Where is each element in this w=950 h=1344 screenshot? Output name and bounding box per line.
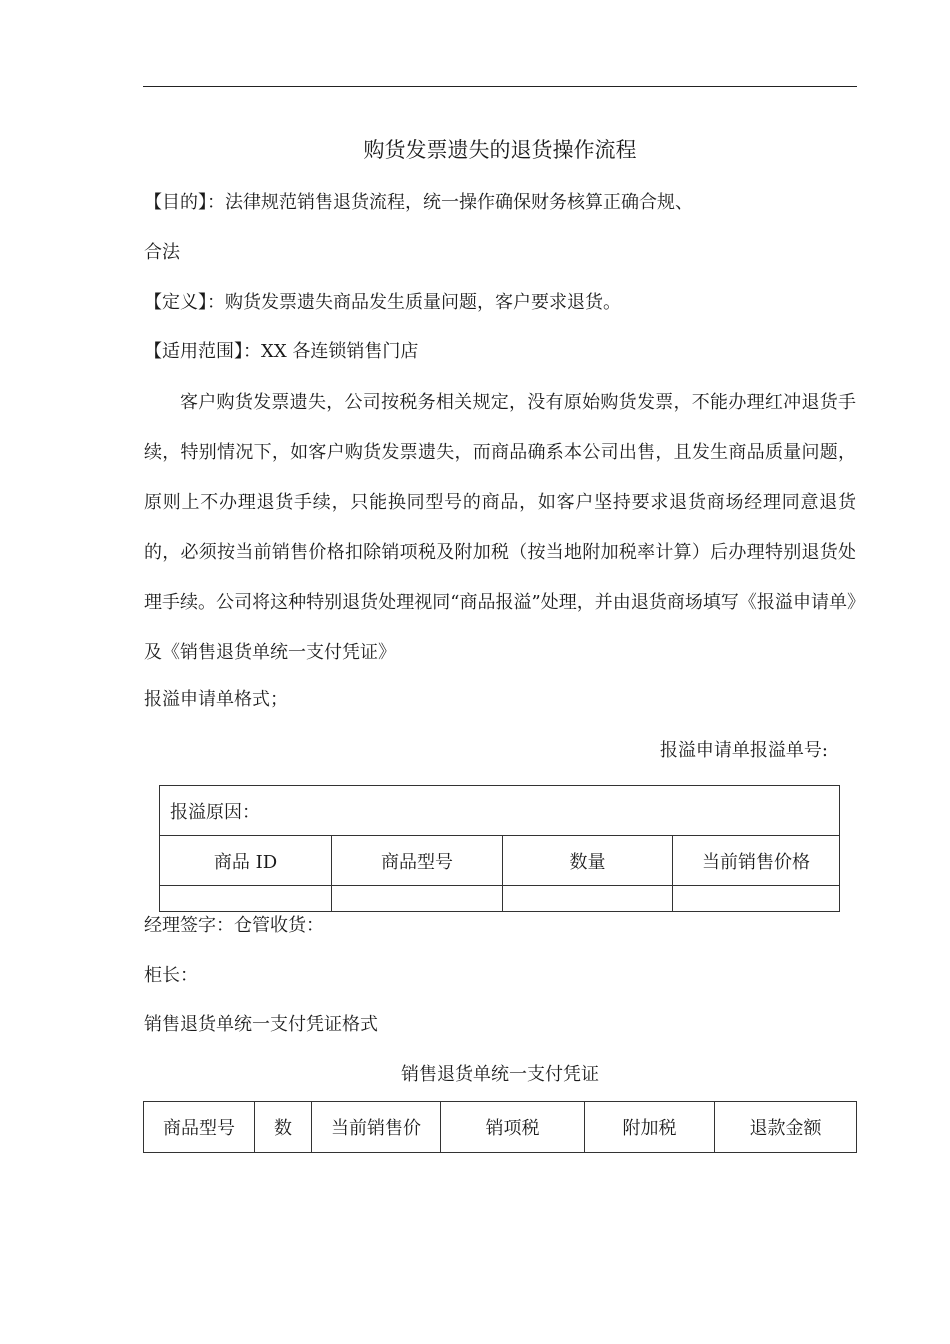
signature-line: 经理签字：仓管收货： <box>144 915 324 936</box>
table-cell <box>332 886 503 912</box>
voucher-caption: 销售退货单统一支付凭证 <box>401 1064 599 1085</box>
scope-line: 【适用范围】：XX 各连锁销售门店 <box>144 341 419 362</box>
overflow-reason-cell: 报溢原因： <box>160 786 840 836</box>
document-title: 购货发票遗失的退货操作流程 <box>363 138 637 162</box>
table-cell <box>503 886 673 912</box>
purpose-line-1: 【目的】：法律规范销售退货流程，统一操作确保财务核算正确合规、 <box>144 192 693 213</box>
header-refund-amount: 退款金额 <box>715 1102 857 1153</box>
header-quantity: 数量 <box>503 836 673 886</box>
refund-voucher-table <box>143 1101 857 1153</box>
table-cell <box>673 886 840 912</box>
table-cell <box>160 886 332 912</box>
overflow-number-label: 报溢申请单报溢单号: <box>659 740 828 761</box>
overflow-format-label: 报溢申请单格式； <box>144 689 288 710</box>
voucher-format-label: 销售退货单统一支付凭证格式 <box>144 1014 378 1035</box>
header-product-model: 商品型号 <box>332 836 503 886</box>
purpose-line-2: 合法 <box>144 242 180 263</box>
counter-manager-line: 柜长： <box>144 965 198 986</box>
header-current-price: 当前销售价格 <box>673 836 840 886</box>
header-quantity: 数 <box>255 1102 312 1153</box>
overflow-application-table <box>159 785 840 912</box>
header-output-tax: 销项税 <box>441 1102 585 1153</box>
header-surcharge-tax: 附加税 <box>585 1102 715 1153</box>
header-current-price: 当前销售价 <box>312 1102 441 1153</box>
header-rule <box>143 86 857 87</box>
body-paragraph: 客户购货发票遗失，公司按税务相关规定，没有原始购货发票，不能办理红冲退货手续，特别情况下，如客户购货发票遗失，而商品确系本公司出售，且发生商品质量问题，原则上不办理退货手续，只能换同型号的商品，如客户坚持要求退货商场经理同意退货的，必须按当前销售价格扣除销项税及附加税（按当地附加税率计算）后办理特别退货处理手续。公司将这种特别退货处理视同“商品报溢”处理，并由退货商场填写《报溢申请单》及《销售退货单统一支付凭证》 <box>144 392 856 663</box>
header-product-model: 商品型号 <box>144 1102 255 1153</box>
definition-line: 【定义】：购货发票遗失商品发生质量问题，客户要求退货。 <box>144 292 621 313</box>
header-product-id: 商品 ID <box>160 836 332 886</box>
